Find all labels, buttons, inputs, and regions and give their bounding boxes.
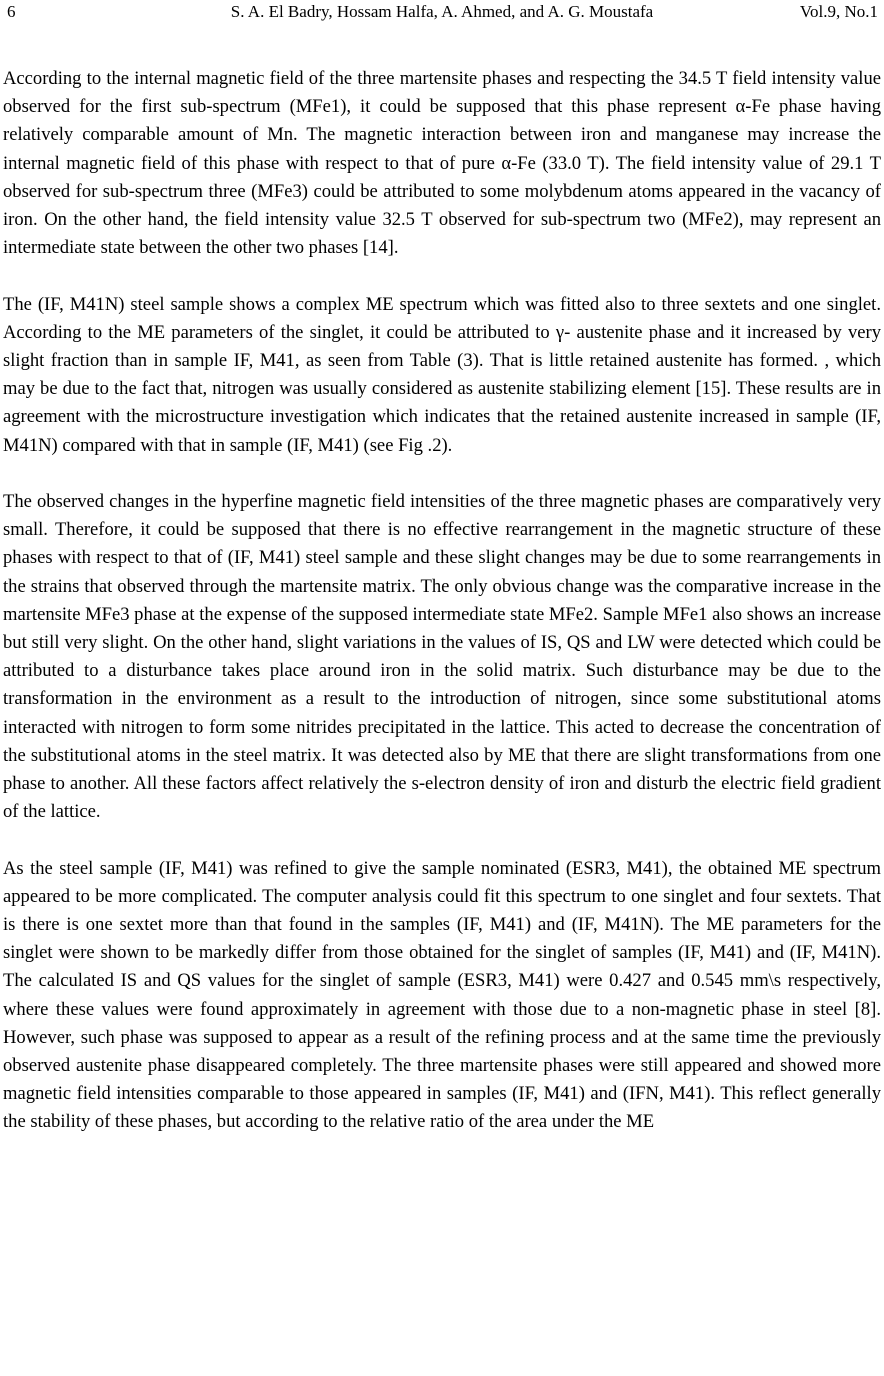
paragraph: The (IF, M41N) steel sample shows a complex ME spectrum which was fitted also to three sextets and one singlet. According to the ME parameters of the singlet, it could be attributed to γ- austenite phase and it increased by very slight fraction than in sample IF, M41, as seen from Table (3). That is little retained austenite has formed. , which may be due to the fact that, nitrogen was usually considered as austenite stabilizing element [15]. These results are in agreement with the microstructure investigation which indicates that the retained austenite increased in sample (IF, M41N) compared with that in sample (IF, M41) (see Fig .2).: [3, 293, 881, 456]
body-text: [3, 65, 881, 1137]
paragraph: As the steel sample (IF, M41) was refined to give the sample nominated (ESR3, M41), the obtained ME spectrum appeared to be more complicated. The computer analysis could fit this spectrum to one singlet and four sextets. That is there is one sextet more than that found in the samples (IF, M41) and (IF, M41N). The ME parameters for the singlet were shown to be markedly differ from those obtained for the singlet of samples (IF, M41) and (IF, M41N). The calculated IS and QS values for the singlet of sample (ESR3, M41) were 0.427 and 0.545 mm\s respectively, where these values were found approximately in agreement with those due to a non-magnetic phase in steel [8]. However, such phase was supposed to appear as a result of the refining process and at the same time the previously observed austenite phase disappeared completely. The three martensite phases were still appeared and showed more magnetic field intensities comparable to those appeared in samples (IF, M41) and (IFN, M41). This reflect generally the stability of these phases, but according to the relative ratio of the area under the ME: [3, 857, 881, 1133]
paragraph: According to the internal magnetic field of the three martensite phases and respecting the 34.5 T field intensity value observed for the first sub-spectrum (MFe1), it could be supposed that this phase represent α-Fe phase having relatively comparable amount of Mn. The magnetic interaction between iron and manganese may increase the internal magnetic field of this phase with respect to that of pure α-Fe (33.0 T). The field intensity value of 29.1 T observed for sub-spectrum three (MFe3) could be attributed to some molybdenum atoms appeared in the vacancy of iron. On the other hand, the field intensity value 32.5 T observed for sub-spectrum two (MFe2), may represent an intermediate state between the other two phases [14].: [3, 68, 881, 259]
page-number: 6: [7, 2, 16, 21]
paragraph: The observed changes in the hyperfine magnetic field intensities of the three magnetic phases are comparatively very small. Therefore, it could be supposed that there is no effective rearrangement in the magnetic structure of these phases with respect to that of (IF, M41) steel sample and these slight changes may be due to some rearrangements in the strains that observed through the martensite matrix. The only obvious change was the comparative increase in the martensite MFe3 phase at the expense of the supposed intermediate state MFe2. Sample MFe1 also shows an increase but still very slight. On the other hand, slight variations in the values of IS, QS and LW were detected which could be attributed to a disturbance takes place around iron in the solid matrix. Such disturbance may be due to the transformation in the environment as a result to the introduction of nitrogen, since some substitutional atoms interacted with nitrogen to form some nitrides precipitated in the lattice. This acted to decrease the concentration of the substitutional atoms in the steel matrix. It was detected also by ME that there are slight transformations from one phase to another. All these factors affect relatively the s-electron density of iron and disturb the electric field gradient of the lattice.: [3, 491, 881, 823]
header-volume: Vol.9, No.1: [799, 2, 878, 21]
running-header: [0, 0, 884, 30]
header-authors: S. A. El Badry, Hossam Halfa, A. Ahmed, and A. G. Moustafa: [230, 2, 654, 21]
